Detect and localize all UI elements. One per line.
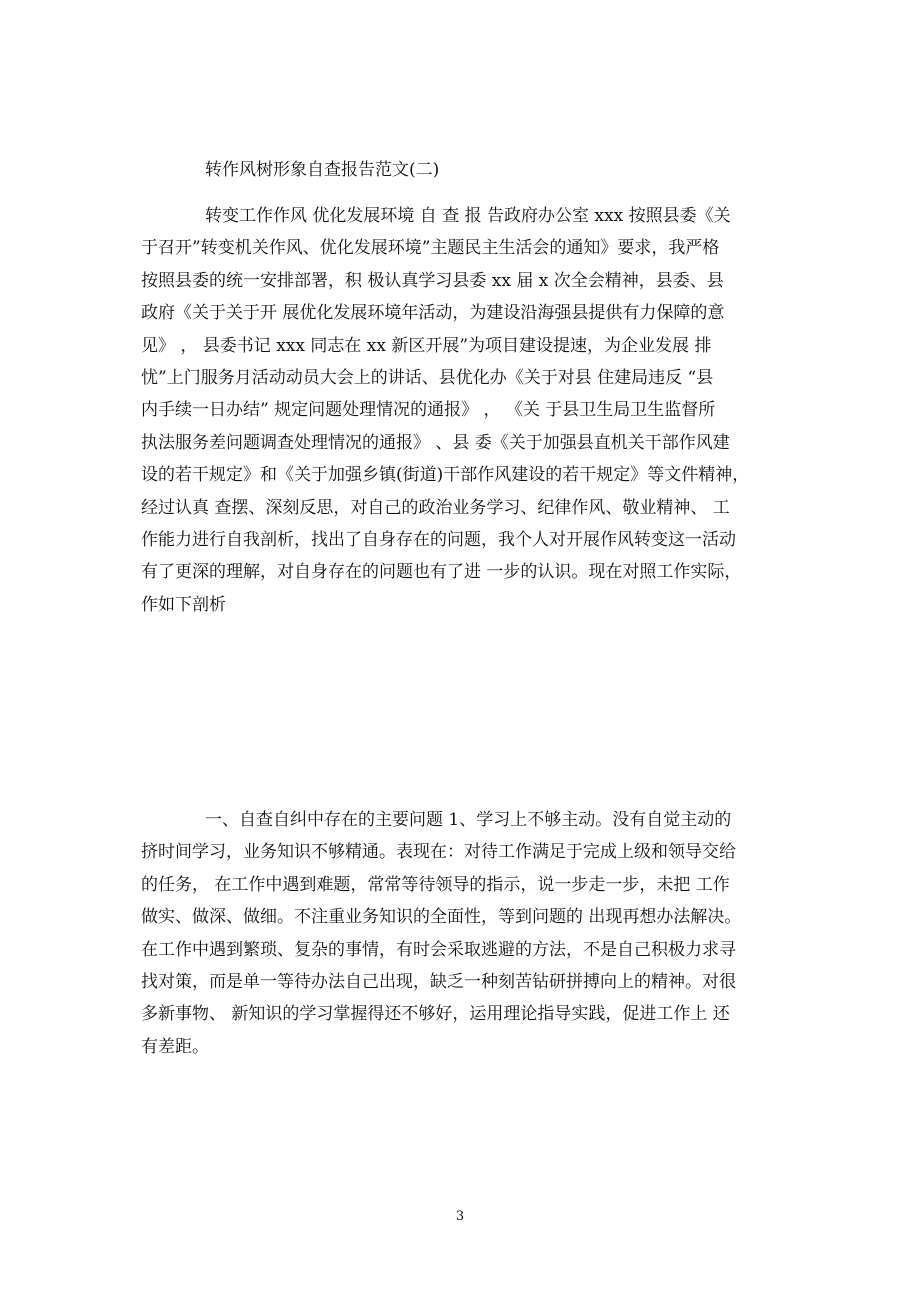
text-line: 找对策，而是单一等待办法自己出现，缺乏一种刻苦钻研拼搏向上的精神。对很 — [141, 972, 736, 993]
text-line: 多新事物、 新知识的学习掌握得还不够好，运用理论指导实践，促进工作上 还 — [141, 1004, 730, 1025]
text-line: 做实、做深、做细。不注重业务知识的全面性，等到问题的 出现再想办法解决。 — [141, 907, 742, 928]
text-line: 设的若干规定》和《关于加强乡镇(街道)干部作风建设的若干规定》等文件精神， — [141, 465, 750, 486]
text-line: 内手续一日办结” 规定问题处理情况的通报》 ， 《关 于县卫生局卫生监督所 — [141, 400, 716, 421]
text-line: 在工作中遇到繁琐、复杂的事情，有时会采取逃避的方法，不是自己积极力求寻 — [141, 939, 736, 960]
text-line: 有差距。 — [141, 1036, 209, 1057]
text-line: 政府《关于关于开 展优化发展环境年活动，为建设沿海强县提供有力保障的意 — [141, 303, 725, 324]
paragraph-intro — [141, 200, 801, 621]
document-title: 转作风树形象自查报告范文(二) — [205, 160, 440, 180]
text-line: 经过认真 查摆、深刻反思，对自己的政治业务学习、纪律作风、敬业精神、 工 — [141, 497, 730, 518]
text-line: 作如下剖析 — [141, 594, 226, 615]
text-line: 作能力进行自我剖析，找出了自身存在的问题，我个人对开展作风转变这一活动 — [141, 530, 736, 551]
text-line: 忧”上门服务月活动动员大会上的讲话、县优化办《关于对县 住建局违反 “县 — [141, 368, 714, 389]
text-line: 转变工作作风 优化发展环境 自 查 报 告政府办公室 xxx 按照县委《关 — [205, 206, 731, 226]
text-line: 执法服务差问题调查处理情况的通报》 、县 委《关于加强县直机关干部作风建 — [141, 432, 730, 453]
text-line: 有了更深的理解，对自身存在的问题也有了进 一步的认识。现在对照工作实际， — [141, 562, 742, 583]
paragraph-problems — [141, 804, 801, 1063]
text-line: 按照县委的统一安排部署，积 极认真学习县委 xx 届 x 次全会精神，县委、县 — [141, 270, 724, 291]
text-line: 一、自查自纠中存在的主要问题 1、学习上不够主动。没有自觉主动的 — [205, 810, 732, 830]
text-line: 见》 ， 县委书记 xxx 同志在 xx 新区开展”为项目建设提速，为企业发展 排 — [141, 335, 712, 356]
text-line: 挤时间学习，业务知识不够精通。表现在：对待工作满足于完成上级和领导交给 — [141, 842, 736, 863]
text-line: 于召开”转变机关作风、优化发展环境”主题民主生活会的通知》要求，我严格 — [141, 238, 720, 259]
text-line: 的任务， 在工作中遇到难题，常常等待领导的指示，说一步走一步，未把 工作 — [141, 874, 730, 895]
page-number: 3 — [455, 1209, 465, 1224]
